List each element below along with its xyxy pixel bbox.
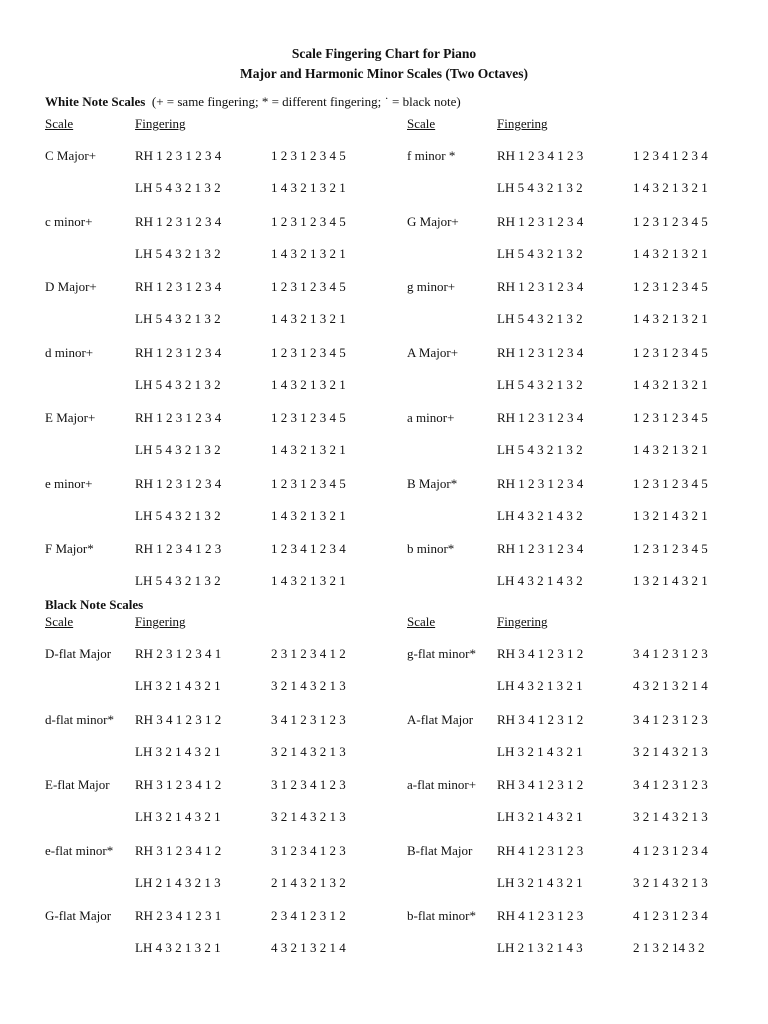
lh-fingering-octave-2: 3 2 1 4 3 2 1 3 [633, 874, 708, 890]
black-heading-text: Black Note Scales [45, 597, 144, 612]
scale-name: e minor+ [45, 475, 93, 491]
scale-name: G Major+ [407, 213, 459, 229]
white-left-scale-header: Scale [45, 116, 74, 131]
lh-fingering-octave-2: 1 4 3 2 1 3 2 1 [271, 180, 346, 195]
rh-fingering-octave-1: RH 1 2 3 1 2 3 4 [497, 475, 584, 491]
lh-fingering-octave-2: 1 4 3 2 1 3 2 1 [633, 245, 708, 261]
lh-fingering-octave-1: LH 5 4 3 2 1 3 2 [135, 376, 221, 392]
rh-fingering-octave-2: 3 4 1 2 3 1 2 3 [633, 777, 708, 792]
rh-fingering-octave-1: RH 2 3 1 2 3 4 1 [135, 646, 222, 661]
rh-fingering-octave-2: 1 2 3 4 1 2 3 4 [271, 541, 346, 556]
lh-fingering-octave-1: LH 3 2 1 4 3 2 1 [135, 743, 221, 759]
scale-name: a minor+ [407, 410, 455, 425]
scale-name: b minor* [407, 541, 455, 556]
rh-fingering-octave-1: RH 1 2 3 1 2 3 4 [135, 475, 222, 491]
lh-fingering-octave-1: LH 5 4 3 2 1 3 2 [135, 245, 221, 261]
lh-fingering-octave-1: LH 3 2 1 4 3 2 1 [135, 678, 221, 693]
rh-fingering-octave-2: 3 4 1 2 3 1 2 3 [633, 711, 708, 727]
lh-fingering-octave-1: LH 3 2 1 4 3 2 1 [135, 809, 221, 824]
lh-fingering-octave-2: 1 4 3 2 1 3 2 1 [271, 573, 346, 588]
lh-fingering-octave-2: 1 4 3 2 1 3 2 1 [633, 442, 708, 457]
scale-name: B Major* [407, 475, 458, 491]
lh-fingering-octave-1: LH 5 4 3 2 1 3 2 [135, 507, 221, 523]
scale-name: D-flat Major [45, 646, 112, 661]
lh-fingering-octave-1: LH 4 3 2 1 4 3 2 [497, 573, 583, 588]
scale-name: b-flat minor* [407, 908, 476, 923]
scale-name: F Major* [45, 541, 94, 556]
rh-fingering-octave-2: 4 1 2 3 1 2 3 4 [633, 842, 708, 858]
lh-fingering-octave-2: 1 4 3 2 1 3 2 1 [271, 442, 346, 457]
rh-fingering-octave-2: 1 2 3 1 2 3 4 5 [633, 410, 708, 425]
lh-fingering-octave-2: 1 4 3 2 1 3 2 1 [271, 245, 346, 261]
scale-name: E-flat Major [45, 777, 110, 792]
lh-fingering-octave-2: 1 4 3 2 1 3 2 1 [271, 376, 346, 392]
lh-fingering-octave-1: LH 5 4 3 2 1 3 2 [497, 442, 583, 457]
black-left-fingering-header: Fingering [135, 614, 186, 629]
rh-fingering-octave-2: 1 2 3 4 1 2 3 4 [633, 148, 708, 163]
rh-fingering-octave-2: 1 2 3 1 2 3 4 5 [271, 148, 346, 163]
rh-fingering-octave-2: 4 1 2 3 1 2 3 4 [633, 908, 708, 923]
lh-fingering-octave-2: 2 1 4 3 2 1 3 2 [271, 874, 346, 890]
white-right-fingering-header: Fingering [497, 116, 548, 131]
lh-fingering-octave-2: 1 4 3 2 1 3 2 1 [633, 376, 708, 392]
rh-fingering-octave-1: RH 1 2 3 4 1 2 3 [497, 148, 584, 163]
lh-fingering-octave-1: LH 5 4 3 2 1 3 2 [135, 442, 221, 457]
rh-fingering-octave-2: 3 1 2 3 4 1 2 3 [271, 842, 346, 858]
scale-name: B-flat Major [407, 842, 473, 858]
page-subtitle: Major and Harmonic Minor Scales (Two Octaves) [240, 66, 528, 81]
rh-fingering-octave-1: RH 3 4 1 2 3 1 2 [497, 646, 584, 661]
rh-fingering-octave-2: 1 2 3 1 2 3 4 5 [271, 344, 346, 360]
scale-name: g minor+ [407, 279, 456, 294]
scale-name: a-flat minor+ [407, 777, 477, 792]
rh-fingering-octave-2: 1 2 3 1 2 3 4 5 [271, 410, 346, 425]
black-right-fingering-header: Fingering [497, 614, 548, 629]
rh-fingering-octave-1: RH 1 2 3 1 2 3 4 [497, 344, 584, 360]
scale-name: D Major+ [45, 279, 97, 294]
scale-name: E Major+ [45, 410, 96, 425]
lh-fingering-octave-1: LH 4 3 2 1 4 3 2 [497, 507, 583, 523]
lh-fingering-octave-1: LH 3 2 1 4 3 2 1 [497, 809, 583, 824]
black-left-scale-header: Scale [45, 614, 74, 629]
black-section-heading [45, 597, 143, 613]
scale-name: G-flat Major [45, 908, 112, 923]
rh-fingering-octave-1: RH 1 2 3 1 2 3 4 [135, 213, 222, 229]
legend-text: (+ = same fingering; * = different fingering; ˙ = black note) [151, 94, 461, 109]
rh-fingering-octave-1: RH 1 2 3 1 2 3 4 [497, 279, 584, 294]
rh-fingering-octave-2: 1 2 3 1 2 3 4 5 [633, 541, 708, 556]
rh-fingering-octave-1: RH 1 2 3 1 2 3 4 [135, 344, 222, 360]
rh-fingering-octave-2: 1 2 3 1 2 3 4 5 [271, 213, 346, 229]
scale-name: A-flat Major [407, 711, 474, 727]
rh-fingering-octave-1: RH 1 2 3 4 1 2 3 [135, 541, 222, 556]
lh-fingering-octave-1: LH 3 2 1 4 3 2 1 [497, 743, 583, 759]
rh-fingering-octave-2: 1 2 3 1 2 3 4 5 [633, 213, 708, 229]
lh-fingering-octave-2: 3 2 1 4 3 2 1 3 [271, 678, 346, 693]
lh-fingering-octave-2: 1 4 3 2 1 3 2 1 [271, 507, 346, 523]
rh-fingering-octave-2: 3 4 1 2 3 1 2 3 [633, 646, 708, 661]
rh-fingering-octave-1: RH 2 3 4 1 2 3 1 [135, 908, 222, 923]
rh-fingering-octave-1: RH 3 4 1 2 3 1 2 [135, 711, 222, 727]
rh-fingering-octave-1: RH 4 1 2 3 1 2 3 [497, 908, 584, 923]
lh-fingering-octave-2: 3 2 1 4 3 2 1 3 [271, 809, 346, 824]
lh-fingering-octave-2: 1 3 2 1 4 3 2 1 [633, 507, 708, 523]
page-title: Scale Fingering Chart for Piano [291, 46, 477, 61]
rh-fingering-octave-2: 3 1 2 3 4 1 2 3 [271, 777, 346, 792]
rh-fingering-octave-2: 1 2 3 1 2 3 4 5 [271, 475, 346, 491]
scale-name: A Major+ [407, 344, 459, 360]
rh-fingering-octave-2: 1 2 3 1 2 3 4 5 [633, 279, 708, 294]
rh-fingering-octave-1: RH 1 2 3 1 2 3 4 [497, 541, 584, 556]
lh-fingering-octave-2: 4 3 2 1 3 2 1 4 [633, 678, 708, 693]
lh-fingering-octave-2: 4 3 2 1 3 2 1 4 [271, 940, 346, 955]
lh-fingering-octave-1: LH 5 4 3 2 1 3 2 [497, 311, 583, 326]
lh-fingering-octave-2: 3 2 1 4 3 2 1 3 [633, 809, 708, 824]
lh-fingering-octave-1: LH 2 1 3 2 1 4 3 [497, 940, 583, 955]
lh-fingering-octave-1: LH 3 2 1 4 3 2 1 [497, 874, 583, 890]
rh-fingering-octave-1: RH 4 1 2 3 1 2 3 [497, 842, 584, 858]
rh-fingering-octave-1: RH 3 4 1 2 3 1 2 [497, 777, 584, 792]
lh-fingering-octave-1: LH 5 4 3 2 1 3 2 [135, 573, 221, 588]
lh-fingering-octave-2: 1 4 3 2 1 3 2 1 [633, 180, 708, 195]
lh-fingering-octave-2: 2 1 3 2 14 3 2 [633, 940, 705, 955]
white-section-heading [45, 94, 461, 110]
lh-fingering-octave-1: LH 4 3 2 1 3 2 1 [497, 678, 583, 693]
scale-name: f minor * [407, 148, 456, 163]
rh-fingering-octave-2: 3 4 1 2 3 1 2 3 [271, 711, 346, 727]
white-heading-text: White Note Scales [45, 94, 146, 109]
rh-fingering-octave-1: RH 1 2 3 1 2 3 4 [497, 213, 584, 229]
scale-name: c minor+ [45, 213, 93, 229]
lh-fingering-octave-1: LH 5 4 3 2 1 3 2 [497, 180, 583, 195]
rh-fingering-octave-1: RH 3 1 2 3 4 1 2 [135, 777, 222, 792]
white-left-fingering-header: Fingering [135, 116, 186, 131]
black-right-scale-header: Scale [407, 614, 436, 629]
scale-name: g-flat minor* [407, 646, 476, 661]
lh-fingering-octave-2: 3 2 1 4 3 2 1 3 [633, 743, 708, 759]
rh-fingering-octave-2: 2 3 4 1 2 3 1 2 [271, 908, 346, 923]
scale-name: C Major+ [45, 148, 97, 163]
lh-fingering-octave-2: 3 2 1 4 3 2 1 3 [271, 743, 346, 759]
rh-fingering-octave-1: RH 1 2 3 1 2 3 4 [135, 410, 222, 425]
white-right-scale-header: Scale [407, 116, 436, 131]
lh-fingering-octave-2: 1 3 2 1 4 3 2 1 [633, 573, 708, 588]
lh-fingering-octave-1: LH 2 1 4 3 2 1 3 [135, 874, 221, 890]
lh-fingering-octave-2: 1 4 3 2 1 3 2 1 [633, 311, 708, 326]
lh-fingering-octave-1: LH 5 4 3 2 1 3 2 [497, 245, 583, 261]
rh-fingering-octave-2: 1 2 3 1 2 3 4 5 [633, 344, 708, 360]
rh-fingering-octave-1: RH 3 1 2 3 4 1 2 [135, 842, 222, 858]
rh-fingering-octave-2: 1 2 3 1 2 3 4 5 [633, 475, 708, 491]
lh-fingering-octave-2: 1 4 3 2 1 3 2 1 [271, 311, 346, 326]
lh-fingering-octave-1: LH 5 4 3 2 1 3 2 [135, 311, 221, 326]
rh-fingering-octave-1: RH 1 2 3 1 2 3 4 [135, 148, 222, 163]
scale-name: d-flat minor* [45, 711, 114, 727]
lh-fingering-octave-1: LH 5 4 3 2 1 3 2 [497, 376, 583, 392]
rh-fingering-octave-1: RH 3 4 1 2 3 1 2 [497, 711, 584, 727]
scale-name: e-flat minor* [45, 842, 114, 858]
scale-name: d minor+ [45, 344, 94, 360]
rh-fingering-octave-1: RH 1 2 3 1 2 3 4 [135, 279, 222, 294]
rh-fingering-octave-2: 1 2 3 1 2 3 4 5 [271, 279, 346, 294]
rh-fingering-octave-1: RH 1 2 3 1 2 3 4 [497, 410, 584, 425]
lh-fingering-octave-1: LH 5 4 3 2 1 3 2 [135, 180, 221, 195]
rh-fingering-octave-2: 2 3 1 2 3 4 1 2 [271, 646, 346, 661]
lh-fingering-octave-1: LH 4 3 2 1 3 2 1 [135, 940, 221, 955]
